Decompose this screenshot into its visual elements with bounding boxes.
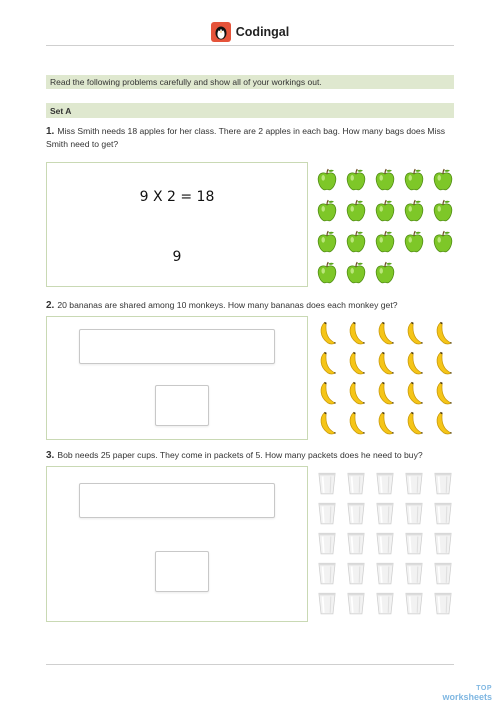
banana-icon bbox=[430, 320, 456, 346]
instructions-banner: Read the following problems carefully and show all of your workings out. bbox=[46, 75, 454, 89]
banana-icon bbox=[314, 350, 340, 376]
paper-cup-icon bbox=[372, 590, 398, 616]
banana-icon bbox=[343, 350, 369, 376]
paper-cup-icon bbox=[314, 590, 340, 616]
header-divider bbox=[46, 45, 454, 46]
paper-cup-icon bbox=[401, 500, 427, 526]
apple-icon bbox=[343, 198, 369, 224]
answer-input[interactable] bbox=[155, 551, 209, 592]
apple-icon bbox=[430, 198, 456, 224]
paper-cup-icon bbox=[372, 530, 398, 556]
apple-picture-grid bbox=[312, 164, 458, 288]
apple-icon bbox=[314, 198, 340, 224]
banana-icon bbox=[401, 320, 427, 346]
question-text: Miss Smith needs 18 apples for her class. There are 2 apples in each bag. How many bags does Miss Smith need to get? bbox=[46, 126, 446, 149]
apple-icon bbox=[343, 167, 369, 193]
banana-icon bbox=[372, 350, 398, 376]
answer-text: 9 bbox=[172, 249, 182, 265]
banana-icon bbox=[343, 320, 369, 346]
paper-cup-icon bbox=[343, 470, 369, 496]
banana-icon bbox=[430, 350, 456, 376]
banana-icon bbox=[372, 410, 398, 436]
apple-icon bbox=[372, 198, 398, 224]
paper-cup-icon bbox=[372, 470, 398, 496]
question-2 bbox=[46, 299, 456, 312]
paper-cup-icon bbox=[401, 590, 427, 616]
paper-cup-icon bbox=[430, 500, 456, 526]
working-input[interactable] bbox=[79, 329, 275, 364]
paper-cup-icon bbox=[372, 500, 398, 526]
paper-cup-icon bbox=[314, 530, 340, 556]
paper-cup-icon bbox=[343, 500, 369, 526]
apple-icon bbox=[430, 229, 456, 255]
banana-icon bbox=[314, 380, 340, 406]
apple-icon bbox=[372, 167, 398, 193]
paper-cup-icon bbox=[314, 500, 340, 526]
work-area-3[interactable] bbox=[46, 466, 308, 622]
banana-icon bbox=[430, 410, 456, 436]
working-input[interactable] bbox=[79, 483, 275, 518]
banana-icon bbox=[430, 380, 456, 406]
paper-cup-icon bbox=[314, 560, 340, 586]
question-text: 20 bananas are shared among 10 monkeys. How many bananas does each monkey get? bbox=[57, 300, 398, 310]
work-area-2[interactable] bbox=[46, 316, 308, 440]
banana-icon bbox=[343, 380, 369, 406]
brand-name: Codingal bbox=[235, 25, 290, 39]
apple-icon bbox=[401, 167, 427, 193]
banana-picture-grid bbox=[312, 318, 458, 438]
question-3 bbox=[46, 449, 456, 462]
apple-icon bbox=[401, 229, 427, 255]
apple-icon bbox=[314, 229, 340, 255]
banana-icon bbox=[372, 380, 398, 406]
paper-cup-icon bbox=[401, 560, 427, 586]
apple-icon bbox=[372, 260, 398, 286]
apple-icon bbox=[401, 198, 427, 224]
set-label: Set A bbox=[46, 103, 454, 118]
question-1 bbox=[46, 125, 456, 151]
paper-cup-icon bbox=[430, 470, 456, 496]
apple-icon bbox=[372, 229, 398, 255]
apple-icon bbox=[314, 260, 340, 286]
banana-icon bbox=[343, 410, 369, 436]
topworksheets-logo: TOP worksheets bbox=[442, 685, 492, 702]
paper-cup-icon bbox=[430, 560, 456, 586]
apple-icon bbox=[343, 260, 369, 286]
banana-icon bbox=[314, 320, 340, 346]
paper-cup-icon bbox=[343, 530, 369, 556]
banana-icon bbox=[372, 320, 398, 346]
worksheet-header bbox=[0, 18, 500, 46]
paper-cup-icon bbox=[401, 470, 427, 496]
banana-icon bbox=[401, 380, 427, 406]
apple-icon bbox=[430, 167, 456, 193]
question-number: 2. bbox=[46, 300, 55, 311]
paper-cup-icon bbox=[430, 590, 456, 616]
apple-icon bbox=[343, 229, 369, 255]
footer-divider bbox=[46, 664, 454, 665]
equation-text: 9 X 2 = 18 bbox=[139, 189, 215, 205]
question-number: 3. bbox=[46, 450, 55, 461]
paper-cup-icon bbox=[372, 560, 398, 586]
penguin-icon bbox=[211, 22, 231, 42]
banana-icon bbox=[314, 410, 340, 436]
answer-input[interactable] bbox=[155, 385, 209, 426]
paper-cup-picture-grid bbox=[312, 468, 458, 618]
paper-cup-icon bbox=[430, 530, 456, 556]
question-text: Bob needs 25 paper cups. They come in packets of 5. How many packets does he need to buy? bbox=[57, 450, 423, 460]
apple-icon bbox=[314, 167, 340, 193]
question-number: 1. bbox=[46, 126, 55, 137]
paper-cup-icon bbox=[343, 590, 369, 616]
banana-icon bbox=[401, 350, 427, 376]
work-area-1[interactable] bbox=[46, 162, 308, 287]
paper-cup-icon bbox=[401, 530, 427, 556]
paper-cup-icon bbox=[343, 560, 369, 586]
paper-cup-icon bbox=[314, 470, 340, 496]
banana-icon bbox=[401, 410, 427, 436]
